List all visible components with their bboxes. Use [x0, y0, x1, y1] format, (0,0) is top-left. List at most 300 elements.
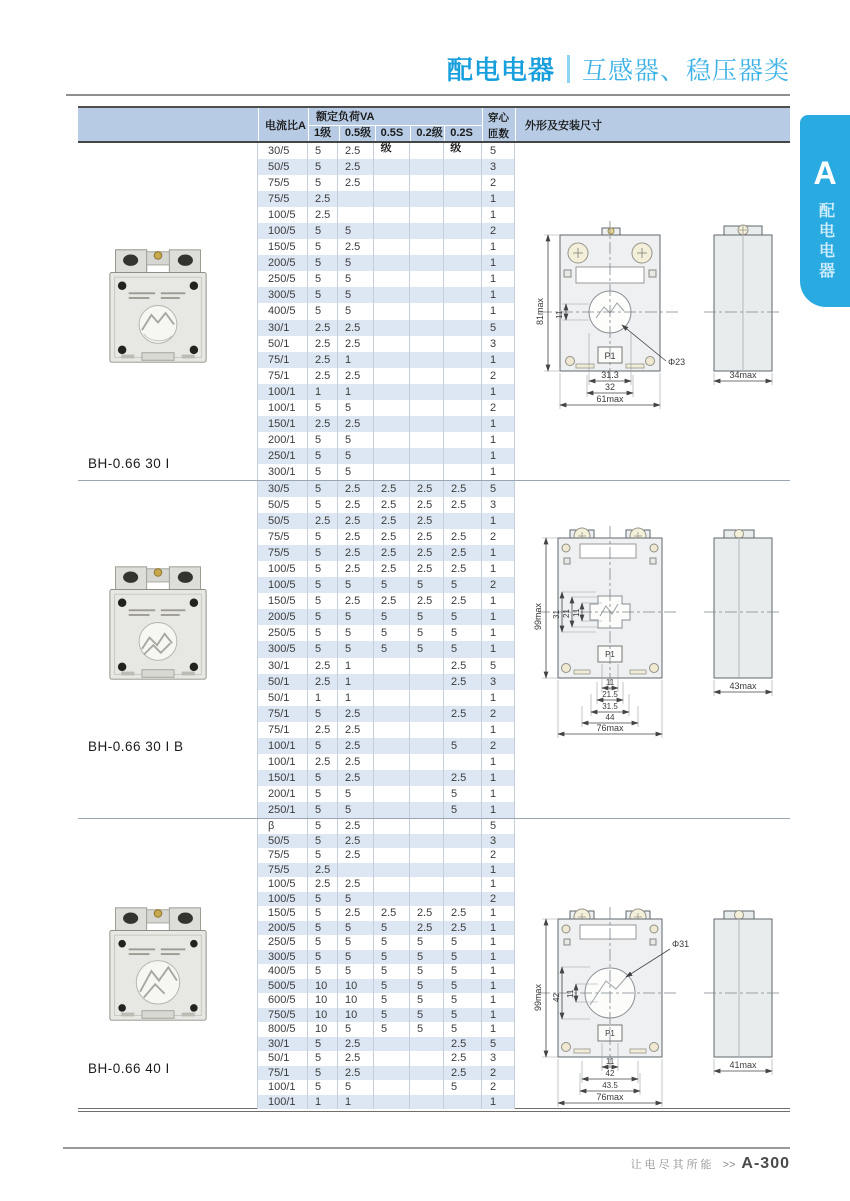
table-row: [258, 738, 515, 754]
load-cell: 10: [308, 1008, 338, 1023]
header-rated-load: 额定负荷VA: [309, 108, 482, 126]
side-category-tab: [800, 115, 850, 307]
table-row: [258, 819, 515, 834]
load-cell: 2.5: [444, 658, 482, 674]
load-cell: [410, 303, 444, 319]
load-cell: [410, 1066, 444, 1081]
current-ratio-cell: 75/1: [258, 722, 308, 738]
load-cell: [410, 1095, 444, 1110]
load-cell: 5: [338, 964, 374, 979]
dim-label: 21.5: [602, 690, 618, 699]
turns-cell: 2: [482, 738, 515, 754]
load-cell: [444, 513, 482, 529]
load-cell: [444, 255, 482, 271]
load-cell: [374, 722, 410, 738]
terminal-label: P1: [605, 650, 615, 659]
load-cell: [374, 1080, 410, 1095]
terminal-label: P1: [605, 1029, 615, 1038]
table-row: [258, 287, 515, 303]
table-row: [258, 863, 515, 878]
turns-cell: 1: [482, 993, 515, 1008]
load-cell: [374, 368, 410, 384]
load-cell: 5: [338, 432, 374, 448]
terminal-label: P1: [604, 351, 616, 361]
load-cell: 5: [338, 400, 374, 416]
load-cell: 5: [374, 964, 410, 979]
table-row: [258, 1022, 515, 1037]
current-ratio-cell: 300/5: [258, 641, 308, 657]
turns-cell: 1: [482, 448, 515, 464]
load-cell: 5: [338, 1080, 374, 1095]
current-ratio-cell: 150/1: [258, 770, 308, 786]
load-cell: [444, 191, 482, 207]
footer-arrows: >>: [722, 1159, 736, 1171]
load-cell: [444, 352, 482, 368]
load-cell: 5: [374, 609, 410, 625]
table-row: [258, 400, 515, 416]
load-cell: [410, 834, 444, 849]
load-cell: 5: [410, 1008, 444, 1023]
load-cell: [444, 848, 482, 863]
load-cell: [410, 1037, 444, 1052]
current-ratio-cell: 75/5: [258, 175, 308, 191]
table-row: [258, 481, 515, 497]
load-cell: [410, 863, 444, 878]
turns-cell: 3: [482, 497, 515, 513]
load-cell: 10: [338, 1008, 374, 1023]
load-cell: 5: [410, 1022, 444, 1037]
load-cell: 5: [338, 950, 374, 965]
load-cell: [444, 368, 482, 384]
load-cell: [410, 320, 444, 336]
dim-label: Φ23: [668, 357, 686, 367]
turns-cell: 2: [482, 892, 515, 907]
load-cell: 2.5: [374, 481, 410, 497]
load-cell: [374, 1066, 410, 1081]
table-row: [258, 625, 515, 641]
current-ratio-cell: 100/1: [258, 1095, 308, 1110]
turns-cell: 3: [482, 159, 515, 175]
load-cell: [374, 786, 410, 802]
table-row: [258, 497, 515, 513]
turns-cell: 1: [482, 384, 515, 400]
table-row: [258, 432, 515, 448]
load-cell: 5: [308, 706, 338, 722]
dim-label: 34max: [729, 370, 757, 380]
load-cell: 2.5: [444, 1066, 482, 1081]
load-cell: [374, 320, 410, 336]
load-cell: [410, 877, 444, 892]
turns-cell: 1: [482, 561, 515, 577]
current-ratio-cell: 30/5: [258, 481, 308, 497]
turns-cell: 1: [482, 271, 515, 287]
load-cell: 5: [308, 577, 338, 593]
load-cell: 5: [374, 979, 410, 994]
table-row: [258, 1008, 515, 1023]
current-ratio-cell: 50/1: [258, 674, 308, 690]
turns-cell: 2: [482, 706, 515, 722]
current-ratio-cell: 75/1: [258, 352, 308, 368]
load-cell: [374, 287, 410, 303]
current-ratio-cell: 750/5: [258, 1008, 308, 1023]
dim-label: 61max: [596, 394, 624, 404]
table-row: [258, 690, 515, 706]
load-cell: 5: [444, 802, 482, 818]
table-row: [258, 935, 515, 950]
load-cell: 2.5: [338, 513, 374, 529]
load-cell: [374, 336, 410, 352]
turns-cell: 1: [482, 1095, 515, 1110]
load-cell: [410, 770, 444, 786]
table-row: [258, 674, 515, 690]
current-ratio-cell: 30/1: [258, 320, 308, 336]
current-ratio-cell: 50/1: [258, 1051, 308, 1066]
dim-label: 99max: [533, 983, 543, 1011]
load-cell: [444, 834, 482, 849]
load-cell: 10: [308, 1022, 338, 1037]
current-ratio-cell: 200/5: [258, 609, 308, 625]
turns-cell: 1: [482, 906, 515, 921]
load-cell: [374, 706, 410, 722]
product-cell: [78, 481, 257, 818]
table-row: [258, 609, 515, 625]
load-cell: 2.5: [444, 593, 482, 609]
current-ratio-cell: 300/5: [258, 950, 308, 965]
load-cell: 5: [444, 738, 482, 754]
load-cell: [410, 223, 444, 239]
load-cell: 2.5: [444, 1037, 482, 1052]
load-cell: 5: [444, 641, 482, 657]
load-cell: 2.5: [444, 1051, 482, 1066]
load-cell: 5: [308, 143, 338, 159]
table-row: [258, 921, 515, 936]
load-cell: 5: [338, 271, 374, 287]
spec-rows: [257, 819, 515, 1109]
spec-rows: [257, 143, 515, 480]
table-row: [258, 513, 515, 529]
load-cell: [444, 448, 482, 464]
load-cell: [410, 690, 444, 706]
table-row: [258, 754, 515, 770]
current-ratio-cell: 50/5: [258, 834, 308, 849]
dim-label: 11: [555, 310, 564, 319]
dim-label: 11: [605, 1057, 615, 1066]
load-cell: 2.5: [444, 906, 482, 921]
load-cell: 5: [308, 303, 338, 319]
load-cell: 5: [308, 159, 338, 175]
load-cell: 5: [374, 625, 410, 641]
load-cell: 2.5: [308, 320, 338, 336]
table-row: [258, 529, 515, 545]
load-cell: [374, 770, 410, 786]
load-cell: 5: [308, 641, 338, 657]
current-ratio-cell: 50/5: [258, 513, 308, 529]
model-label: BH-0.66 40 I: [88, 1061, 170, 1076]
load-cell: [374, 877, 410, 892]
load-cell: [374, 1051, 410, 1066]
footer: [631, 1155, 790, 1173]
table-row: [258, 255, 515, 271]
current-ratio-cell: 400/5: [258, 303, 308, 319]
turns-cell: 2: [482, 400, 515, 416]
load-cell: 5: [338, 935, 374, 950]
load-cell: 5: [308, 950, 338, 965]
product-photo: [106, 247, 210, 365]
current-ratio-cell: 100/5: [258, 561, 308, 577]
turns-cell: 1: [482, 625, 515, 641]
load-cell: [374, 848, 410, 863]
turns-cell: 1: [482, 935, 515, 950]
current-ratio-cell: 150/5: [258, 593, 308, 609]
load-cell: 5: [338, 1022, 374, 1037]
table-row: [258, 416, 515, 432]
current-ratio-cell: 50/5: [258, 159, 308, 175]
header-product-column: [78, 108, 258, 141]
header-class-05: 0.5级: [339, 126, 375, 141]
header-class-02: 0.2级: [410, 126, 444, 141]
current-ratio-cell: 150/1: [258, 416, 308, 432]
load-cell: 2.5: [338, 529, 374, 545]
table-row: [258, 352, 515, 368]
load-cell: 2.5: [444, 481, 482, 497]
current-ratio-cell: 30/1: [258, 658, 308, 674]
load-cell: 5: [308, 400, 338, 416]
load-cell: 5: [308, 545, 338, 561]
header-class-05s: 0.5S级: [375, 126, 411, 141]
load-cell: 5: [444, 950, 482, 965]
load-cell: [374, 1095, 410, 1110]
current-ratio-cell: 200/5: [258, 921, 308, 936]
load-cell: 5: [410, 641, 444, 657]
turns-cell: 1: [482, 287, 515, 303]
current-ratio-cell: 50/1: [258, 336, 308, 352]
load-cell: 5: [308, 906, 338, 921]
load-cell: [374, 400, 410, 416]
load-cell: 2.5: [308, 191, 338, 207]
table-row: [258, 207, 515, 223]
product-cell: [78, 819, 257, 1108]
product-section: [78, 480, 790, 818]
current-ratio-cell: 250/1: [258, 448, 308, 464]
turns-cell: 1: [482, 1008, 515, 1023]
dimension-drawing-cell: [515, 481, 790, 818]
load-cell: 5: [308, 786, 338, 802]
title-divider: [567, 55, 570, 83]
load-cell: 2.5: [410, 593, 444, 609]
side-tab-label: 配电电器: [816, 202, 834, 282]
load-cell: 2.5: [374, 561, 410, 577]
load-cell: 2.5: [338, 738, 374, 754]
current-ratio-cell: 100/5: [258, 892, 308, 907]
load-cell: [444, 271, 482, 287]
current-ratio-cell: 100/5: [258, 877, 308, 892]
dim-label: 11: [566, 989, 575, 998]
load-cell: 2.5: [338, 143, 374, 159]
load-cell: 10: [308, 979, 338, 994]
load-cell: [410, 432, 444, 448]
header-turns-line1: 穿心: [488, 112, 509, 124]
table-row: [258, 786, 515, 802]
load-cell: 5: [338, 625, 374, 641]
load-cell: 5: [308, 738, 338, 754]
turns-cell: 2: [482, 1080, 515, 1095]
dim-label: Φ31: [672, 939, 690, 949]
current-ratio-cell: 75/5: [258, 848, 308, 863]
dim-label: 21: [562, 609, 571, 618]
current-ratio-cell: 75/5: [258, 529, 308, 545]
dim-label: 76max: [596, 723, 624, 733]
load-cell: 2.5: [338, 481, 374, 497]
load-cell: 5: [308, 1066, 338, 1081]
load-cell: 2.5: [308, 863, 338, 878]
load-cell: 5: [338, 464, 374, 480]
load-cell: [374, 159, 410, 175]
load-cell: [410, 1080, 444, 1095]
load-cell: 1: [308, 384, 338, 400]
current-ratio-cell: 500/5: [258, 979, 308, 994]
load-cell: [444, 722, 482, 738]
load-cell: 2.5: [410, 529, 444, 545]
load-cell: [444, 239, 482, 255]
load-cell: 5: [338, 303, 374, 319]
table-row: [258, 1051, 515, 1066]
load-cell: 5: [444, 979, 482, 994]
load-cell: 2.5: [308, 416, 338, 432]
turns-cell: 1: [482, 191, 515, 207]
turns-cell: 1: [482, 754, 515, 770]
load-cell: [374, 207, 410, 223]
table-row: [258, 834, 515, 849]
load-cell: [444, 877, 482, 892]
dimension-drawing: [518, 524, 790, 738]
load-cell: 5: [338, 892, 374, 907]
load-cell: [444, 464, 482, 480]
page-title-secondary: 互感器、稳压器类: [581, 56, 790, 85]
load-cell: 5: [444, 935, 482, 950]
load-cell: 2.5: [308, 513, 338, 529]
load-cell: 2.5: [444, 674, 482, 690]
turns-cell: 3: [482, 674, 515, 690]
load-cell: 2.5: [374, 513, 410, 529]
turns-cell: 1: [482, 877, 515, 892]
dim-label: 31.3: [601, 370, 619, 380]
current-ratio-cell: 250/5: [258, 935, 308, 950]
header-dimensions: 外形及安装尺寸: [515, 108, 790, 141]
load-cell: [444, 287, 482, 303]
turns-cell: 1: [482, 863, 515, 878]
turns-cell: 2: [482, 1066, 515, 1081]
load-cell: [444, 416, 482, 432]
load-cell: 2.5: [308, 877, 338, 892]
load-cell: [444, 819, 482, 834]
load-cell: 5: [308, 464, 338, 480]
load-cell: 2.5: [308, 207, 338, 223]
load-cell: 5: [308, 1051, 338, 1066]
load-cell: [410, 287, 444, 303]
model-label: BH-0.66 30 I: [88, 456, 170, 471]
load-cell: [410, 336, 444, 352]
load-cell: 5: [308, 239, 338, 255]
load-cell: [444, 754, 482, 770]
load-cell: [410, 384, 444, 400]
load-cell: 5: [308, 770, 338, 786]
turns-cell: 1: [482, 921, 515, 936]
table-row: [258, 848, 515, 863]
current-ratio-cell: 100/5: [258, 223, 308, 239]
table-row: [258, 191, 515, 207]
load-cell: 2.5: [444, 770, 482, 786]
load-cell: [410, 239, 444, 255]
load-cell: 2.5: [410, 561, 444, 577]
product-photo: [106, 905, 210, 1023]
turns-cell: 1: [482, 255, 515, 271]
load-cell: 2.5: [308, 658, 338, 674]
load-cell: [374, 239, 410, 255]
dim-label: 31: [552, 610, 561, 619]
turns-cell: 2: [482, 368, 515, 384]
turns-cell: 1: [482, 239, 515, 255]
load-cell: 1: [338, 690, 374, 706]
table-row: [258, 964, 515, 979]
turns-cell: 1: [482, 513, 515, 529]
load-cell: [444, 159, 482, 175]
load-cell: 2.5: [410, 545, 444, 561]
load-cell: 2.5: [338, 159, 374, 175]
table-row: [258, 464, 515, 480]
dim-label: 11: [605, 678, 615, 687]
load-cell: [410, 143, 444, 159]
load-cell: 2.5: [338, 834, 374, 849]
table-row: [258, 384, 515, 400]
load-cell: 2.5: [308, 368, 338, 384]
load-cell: 5: [308, 175, 338, 191]
load-cell: 5: [308, 593, 338, 609]
load-cell: 5: [308, 1080, 338, 1095]
load-cell: 5: [308, 609, 338, 625]
current-ratio-cell: 800/5: [258, 1022, 308, 1037]
load-cell: [410, 464, 444, 480]
page-title-primary: 配电电器: [446, 55, 555, 85]
load-cell: [444, 207, 482, 223]
load-cell: [410, 802, 444, 818]
dim-label: 44: [605, 713, 615, 722]
load-cell: 5: [374, 641, 410, 657]
load-cell: 5: [338, 448, 374, 464]
load-cell: [374, 802, 410, 818]
load-cell: 5: [444, 1008, 482, 1023]
load-cell: [444, 175, 482, 191]
load-cell: [444, 223, 482, 239]
table-row: [258, 993, 515, 1008]
load-cell: 5: [338, 609, 374, 625]
load-cell: 2.5: [338, 545, 374, 561]
load-cell: [410, 159, 444, 175]
turns-cell: 2: [482, 529, 515, 545]
dimension-drawing-cell: [515, 143, 790, 480]
load-cell: 5: [308, 497, 338, 513]
load-cell: 5: [410, 993, 444, 1008]
load-cell: [374, 819, 410, 834]
load-cell: 5: [338, 921, 374, 936]
load-cell: 5: [338, 255, 374, 271]
table-row: [258, 1095, 515, 1110]
turns-cell: 1: [482, 979, 515, 994]
turns-cell: 1: [482, 1022, 515, 1037]
load-cell: 1: [338, 658, 374, 674]
load-cell: 2.5: [338, 239, 374, 255]
header-rule: [66, 94, 790, 96]
load-cell: 5: [410, 979, 444, 994]
